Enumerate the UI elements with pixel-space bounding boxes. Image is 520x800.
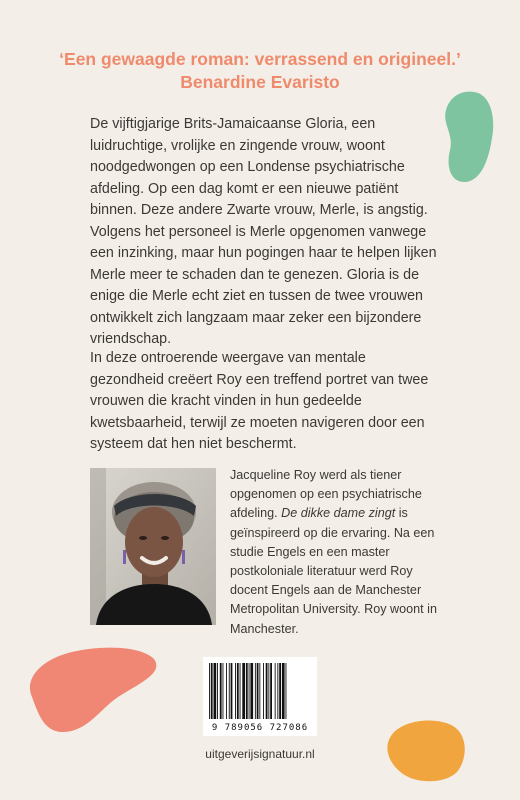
orange-blob-decoration bbox=[383, 718, 469, 784]
isbn-barcode bbox=[203, 657, 317, 736]
author-bio-text bbox=[230, 466, 440, 639]
book-title-italic: De dikke dame zingt bbox=[281, 506, 396, 521]
green-blob-decoration bbox=[436, 88, 496, 184]
author-bio-rest: is geïnspireerd op die ervaring. Na een studie Engels en een master postkoloniale literatuur werd Roy docent Engels aan de Manchester Metropolitan University. Roy woont in Manchester. bbox=[230, 506, 437, 636]
blurb-paragraph-2-text: In deze ontroerende weergave van mentale gezondheid creëert Roy een treffend portret van twee vrouwen die kracht vinden in hun gedeelde kwetsbaarheid, terwijl ze moeten navigeren door een systeem dat hen niet beschermt. bbox=[90, 350, 429, 452]
blurb-paragraph-1-text: De vijftigjarige Brits-Jamaicaanse Gloria, een luidruchtige, vrolijke en zingende vrouw, woont noodgedwongen op een Londense psychiatrische afdeling. Op een dag komt er een nieuwe patiënt binnen. Deze andere Zwarte vrouw, Merle, is angstig. Volgens het personeel is Merle opgenomen vanwege een inzinking, maar hun pogingen haar te helpen lijken Merle meer te schaden dan te genezen. Gloria is de enige die Merle echt ziet en tussen de twee vrouwen ontwikkelt zich langzaam maar zeker een bijzondere vriendschap. bbox=[90, 116, 437, 347]
blurb-paragraph-2 bbox=[90, 348, 440, 456]
publisher-url: uitgeverijsignatuur.nl bbox=[205, 747, 315, 761]
quote-attribution: Benardine Evaristo bbox=[180, 72, 340, 92]
coral-blob-decoration bbox=[22, 645, 160, 735]
author-bio bbox=[230, 466, 440, 639]
author-photo bbox=[90, 468, 216, 625]
barcode-bars bbox=[203, 659, 317, 725]
review-quote bbox=[40, 48, 480, 94]
isbn-number: 9 789056 727086 bbox=[211, 723, 309, 733]
author-bio-intro: Jacqueline Roy werd als tiener opgenomen op een psychiatrische afdeling. bbox=[230, 468, 422, 521]
blurb-paragraph-1 bbox=[90, 114, 440, 351]
quote-text: ‘Een gewaagde roman: verrassend en origineel.’ bbox=[59, 49, 461, 69]
